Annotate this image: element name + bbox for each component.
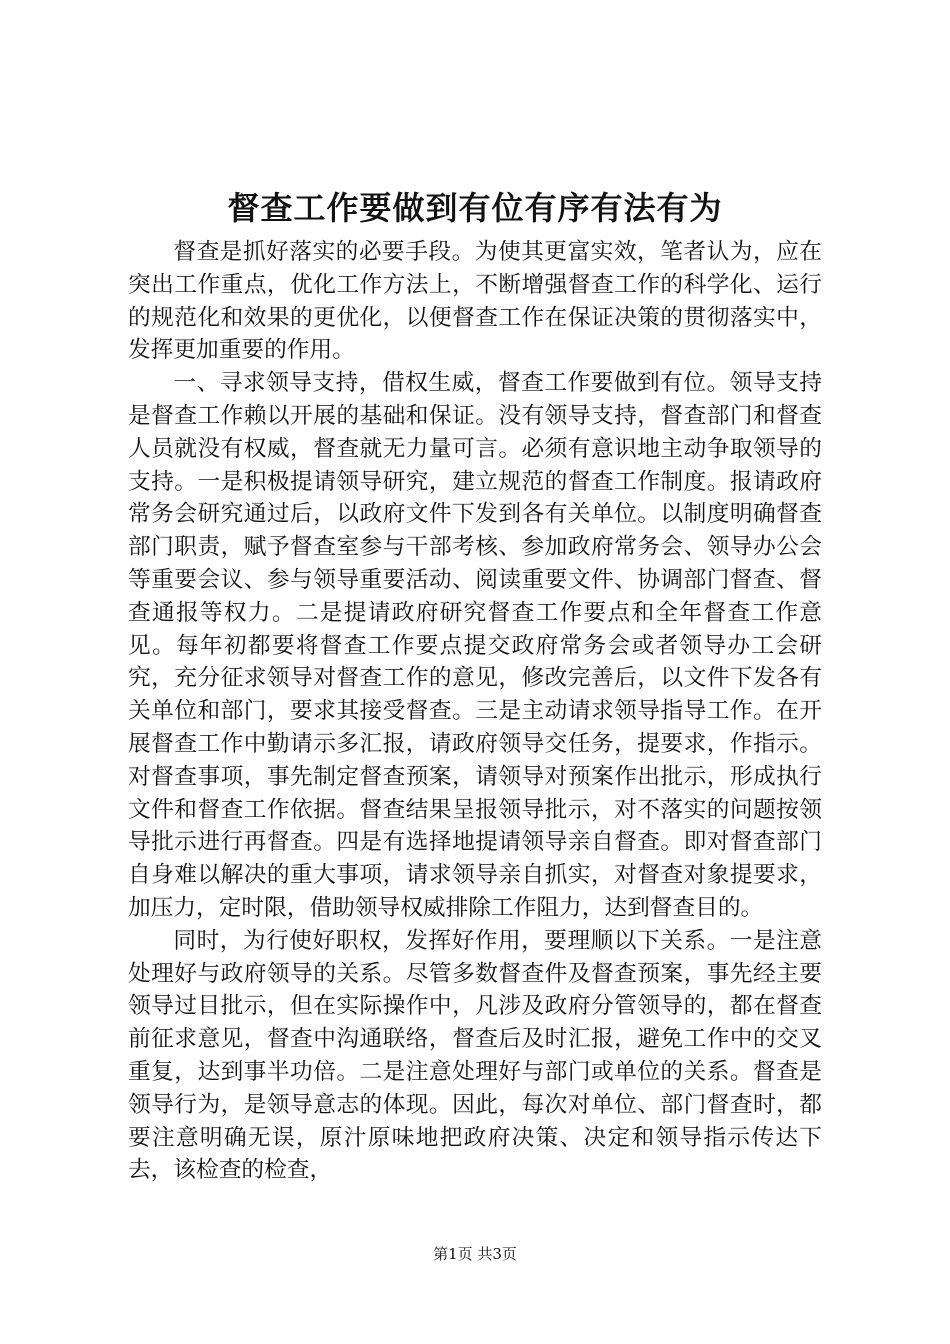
document-title: 督查工作要做到有位有序有法有为 (227, 189, 723, 227)
paragraph-relationships: 同时，为行使好职权，发挥好作用，要理顺以下关系。一是注意处理好与政府领导的关系。尽管多数督查件及督查预案，事先经主要领导过目批示，但在实际操作中，凡涉及政府分管领导的，都在督查前征求意见，督查中沟通联络，督查后及时汇报，避免工作中的交叉重复，达到事半功倍。二是注意处理好与部门或单位的关系。督查是领导行为，是领导意志的体现。因此，每次对单位、部门督查时，都要注意明确无误，原汁原味地把政府决策、决定和领导指示传达下去，该检查的检查， (128, 927, 822, 1184)
page-number-footer: 第1页 共3页 (433, 1245, 517, 1263)
paragraph-section-one: 一、寻求领导支持，借权生威，督查工作要做到有位。领导支持是督查工作赖以开展的基础和保证。没有领导支持，督查部门和督查人员就没有权威，督查就无力量可言。必须有意识地主动争取领导的支持。一是积极提请领导研究，建立规范的督查工作制度。报请政府常务会研究通过后，以政府文件下发到各有关单位。以制度明确督查部门职责，赋予督查室参与干部考核、参加政府常务会、领导办公会等重要会议、参与领导重要活动、阅读重要文件、协调部门督查、督查通报等权力。二是提请政府研究督查工作要点和全年督查工作意见。每年初都要将督查工作要点提交政府常务会或者领导办工会研究，充分征求领导对督查工作的意见，修改完善后，以文件下发各有关单位和部门，要求其接受督查。三是主动请求领导指导工作。在开展督查工作中勤请示多汇报，请政府领导交任务，提要求，作指示。对督查事项，事先制定督查预案，请领导对预案作出批示，形成执行文件和督查工作依据。督查结果呈报领导批示，对不落实的问题按领导批示进行再督查。四是有选择地提请领导亲自督查。即对督查部门自身难以解决的重大事项，请求领导亲自抓实，对督查对象提要求，加压力，定时限，借助领导权威排除工作阻力，达到督查目的。 (128, 370, 822, 921)
paragraph-intro: 督查是抓好落实的必要手段。为使其更富实效，笔者认为，应在突出工作重点，优化工作方法上，不断增强督查工作的科学化、运行的规范化和效果的更优化，以便督查工作在保证决策的贯彻落实中，发挥更加重要的作用。 (128, 239, 822, 364)
document-body (128, 236, 822, 1187)
